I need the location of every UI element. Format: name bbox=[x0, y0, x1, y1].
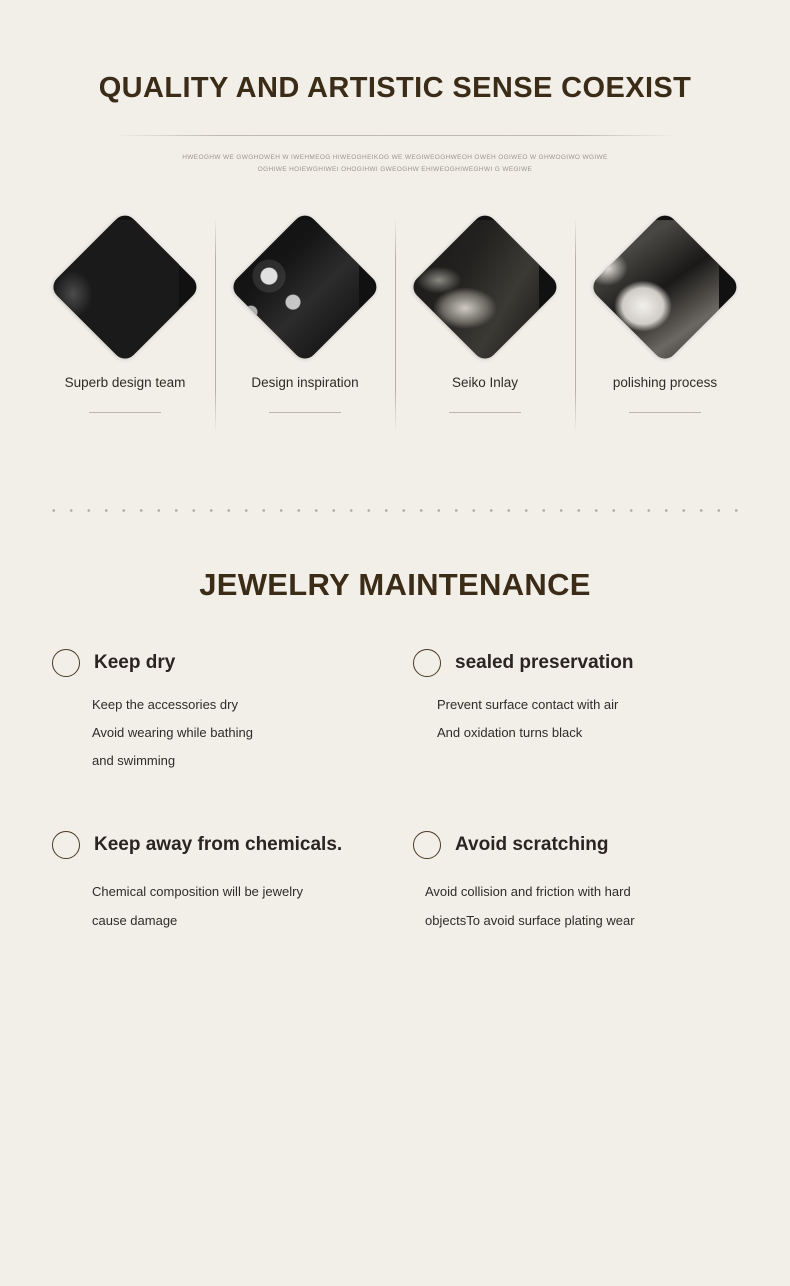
feature-image-frame bbox=[49, 211, 201, 363]
maintenance-item-body bbox=[52, 691, 389, 775]
maintenance-item-line: Keep the accessories dry bbox=[92, 696, 238, 712]
design-team-photo bbox=[49, 210, 202, 363]
maintenance-item-body bbox=[399, 691, 736, 747]
maintenance-grid bbox=[0, 649, 790, 935]
feature-item bbox=[575, 203, 755, 413]
feature-underline bbox=[449, 412, 521, 413]
maintenance-item-line: Prevent surface contact with air bbox=[437, 696, 619, 712]
bullet-circle-icon bbox=[52, 649, 80, 677]
maintenance-item-header bbox=[52, 831, 389, 859]
quality-subtext-line-1: HWEOGHW WE GWGHOWEH W IWEHMEOG HIWEOGHEIKOG WE WEGIWEOGHWEOH OWEH OGIWEO W GHWOGIWO WGIWE bbox=[182, 154, 608, 161]
feature-image-frame bbox=[229, 211, 381, 363]
maintenance-title: JEWELRY MAINTENANCE bbox=[199, 566, 591, 602]
maintenance-item-title: Avoid scratching bbox=[455, 833, 609, 855]
feature-underline bbox=[629, 412, 701, 413]
maintenance-item-header bbox=[52, 649, 389, 677]
maintenance-item-title: sealed preservation bbox=[455, 651, 634, 673]
jewelry-chain-photo bbox=[229, 210, 382, 363]
dotted-divider bbox=[0, 499, 790, 523]
maintenance-item-title: Keep dry bbox=[94, 651, 176, 673]
polishing-photo bbox=[589, 210, 742, 363]
maintenance-section bbox=[0, 567, 790, 935]
page-title: QUALITY AND ARTISTIC SENSE COEXIST bbox=[98, 72, 692, 104]
maintenance-item-line: objectsTo avoid surface plating wear bbox=[425, 912, 635, 928]
inlay-craft-photo bbox=[409, 210, 562, 363]
feature-image-frame bbox=[589, 211, 741, 363]
dotted-line bbox=[45, 509, 745, 512]
maintenance-item-line: Avoid wearing while bathing bbox=[92, 724, 253, 740]
maintenance-item-sealed-preservation bbox=[399, 649, 736, 775]
maintenance-item-body bbox=[52, 877, 389, 936]
bullet-circle-icon bbox=[413, 649, 441, 677]
maintenance-item-keep-away-chemicals bbox=[52, 831, 389, 936]
maintenance-item-avoid-scratching bbox=[399, 831, 736, 936]
maintenance-item-title: Keep away from chemicals. bbox=[94, 833, 343, 855]
maintenance-item-line: Avoid collision and friction with hard bbox=[425, 883, 631, 899]
feature-label: Seiko Inlay bbox=[451, 374, 519, 390]
feature-item bbox=[35, 203, 215, 413]
maintenance-item-header bbox=[399, 649, 736, 677]
maintenance-item-header bbox=[399, 831, 736, 859]
quality-subtext-line-2: OGHIWE HOIEWGHIWEI OHOGIHWI GWEOGHW EHIWEOGHIWEGHWI G WEGIWE bbox=[257, 166, 533, 174]
feature-label: Design inspiration bbox=[251, 374, 359, 390]
maintenance-item-keep-dry bbox=[52, 649, 389, 775]
quality-section bbox=[0, 0, 790, 413]
feature-label: Superb design team bbox=[64, 374, 186, 390]
feature-underline bbox=[269, 412, 341, 413]
maintenance-item-line: cause damage bbox=[92, 912, 178, 928]
maintenance-item-line: And oxidation turns black bbox=[437, 724, 583, 740]
feature-label: polishing process bbox=[612, 374, 718, 390]
maintenance-item-line: Chemical composition will be jewelry bbox=[92, 883, 303, 899]
feature-item bbox=[215, 203, 395, 413]
maintenance-item-line: and swimming bbox=[92, 752, 176, 768]
feature-image-frame bbox=[409, 211, 561, 363]
feature-item bbox=[395, 203, 575, 413]
feature-list bbox=[0, 203, 790, 413]
divider-rule-container bbox=[0, 135, 790, 136]
feature-underline bbox=[89, 412, 161, 413]
bullet-circle-icon bbox=[413, 831, 441, 859]
divider-rule bbox=[113, 135, 678, 136]
bullet-circle-icon bbox=[52, 831, 80, 859]
maintenance-item-body bbox=[399, 877, 736, 936]
quality-subtext bbox=[0, 152, 790, 177]
